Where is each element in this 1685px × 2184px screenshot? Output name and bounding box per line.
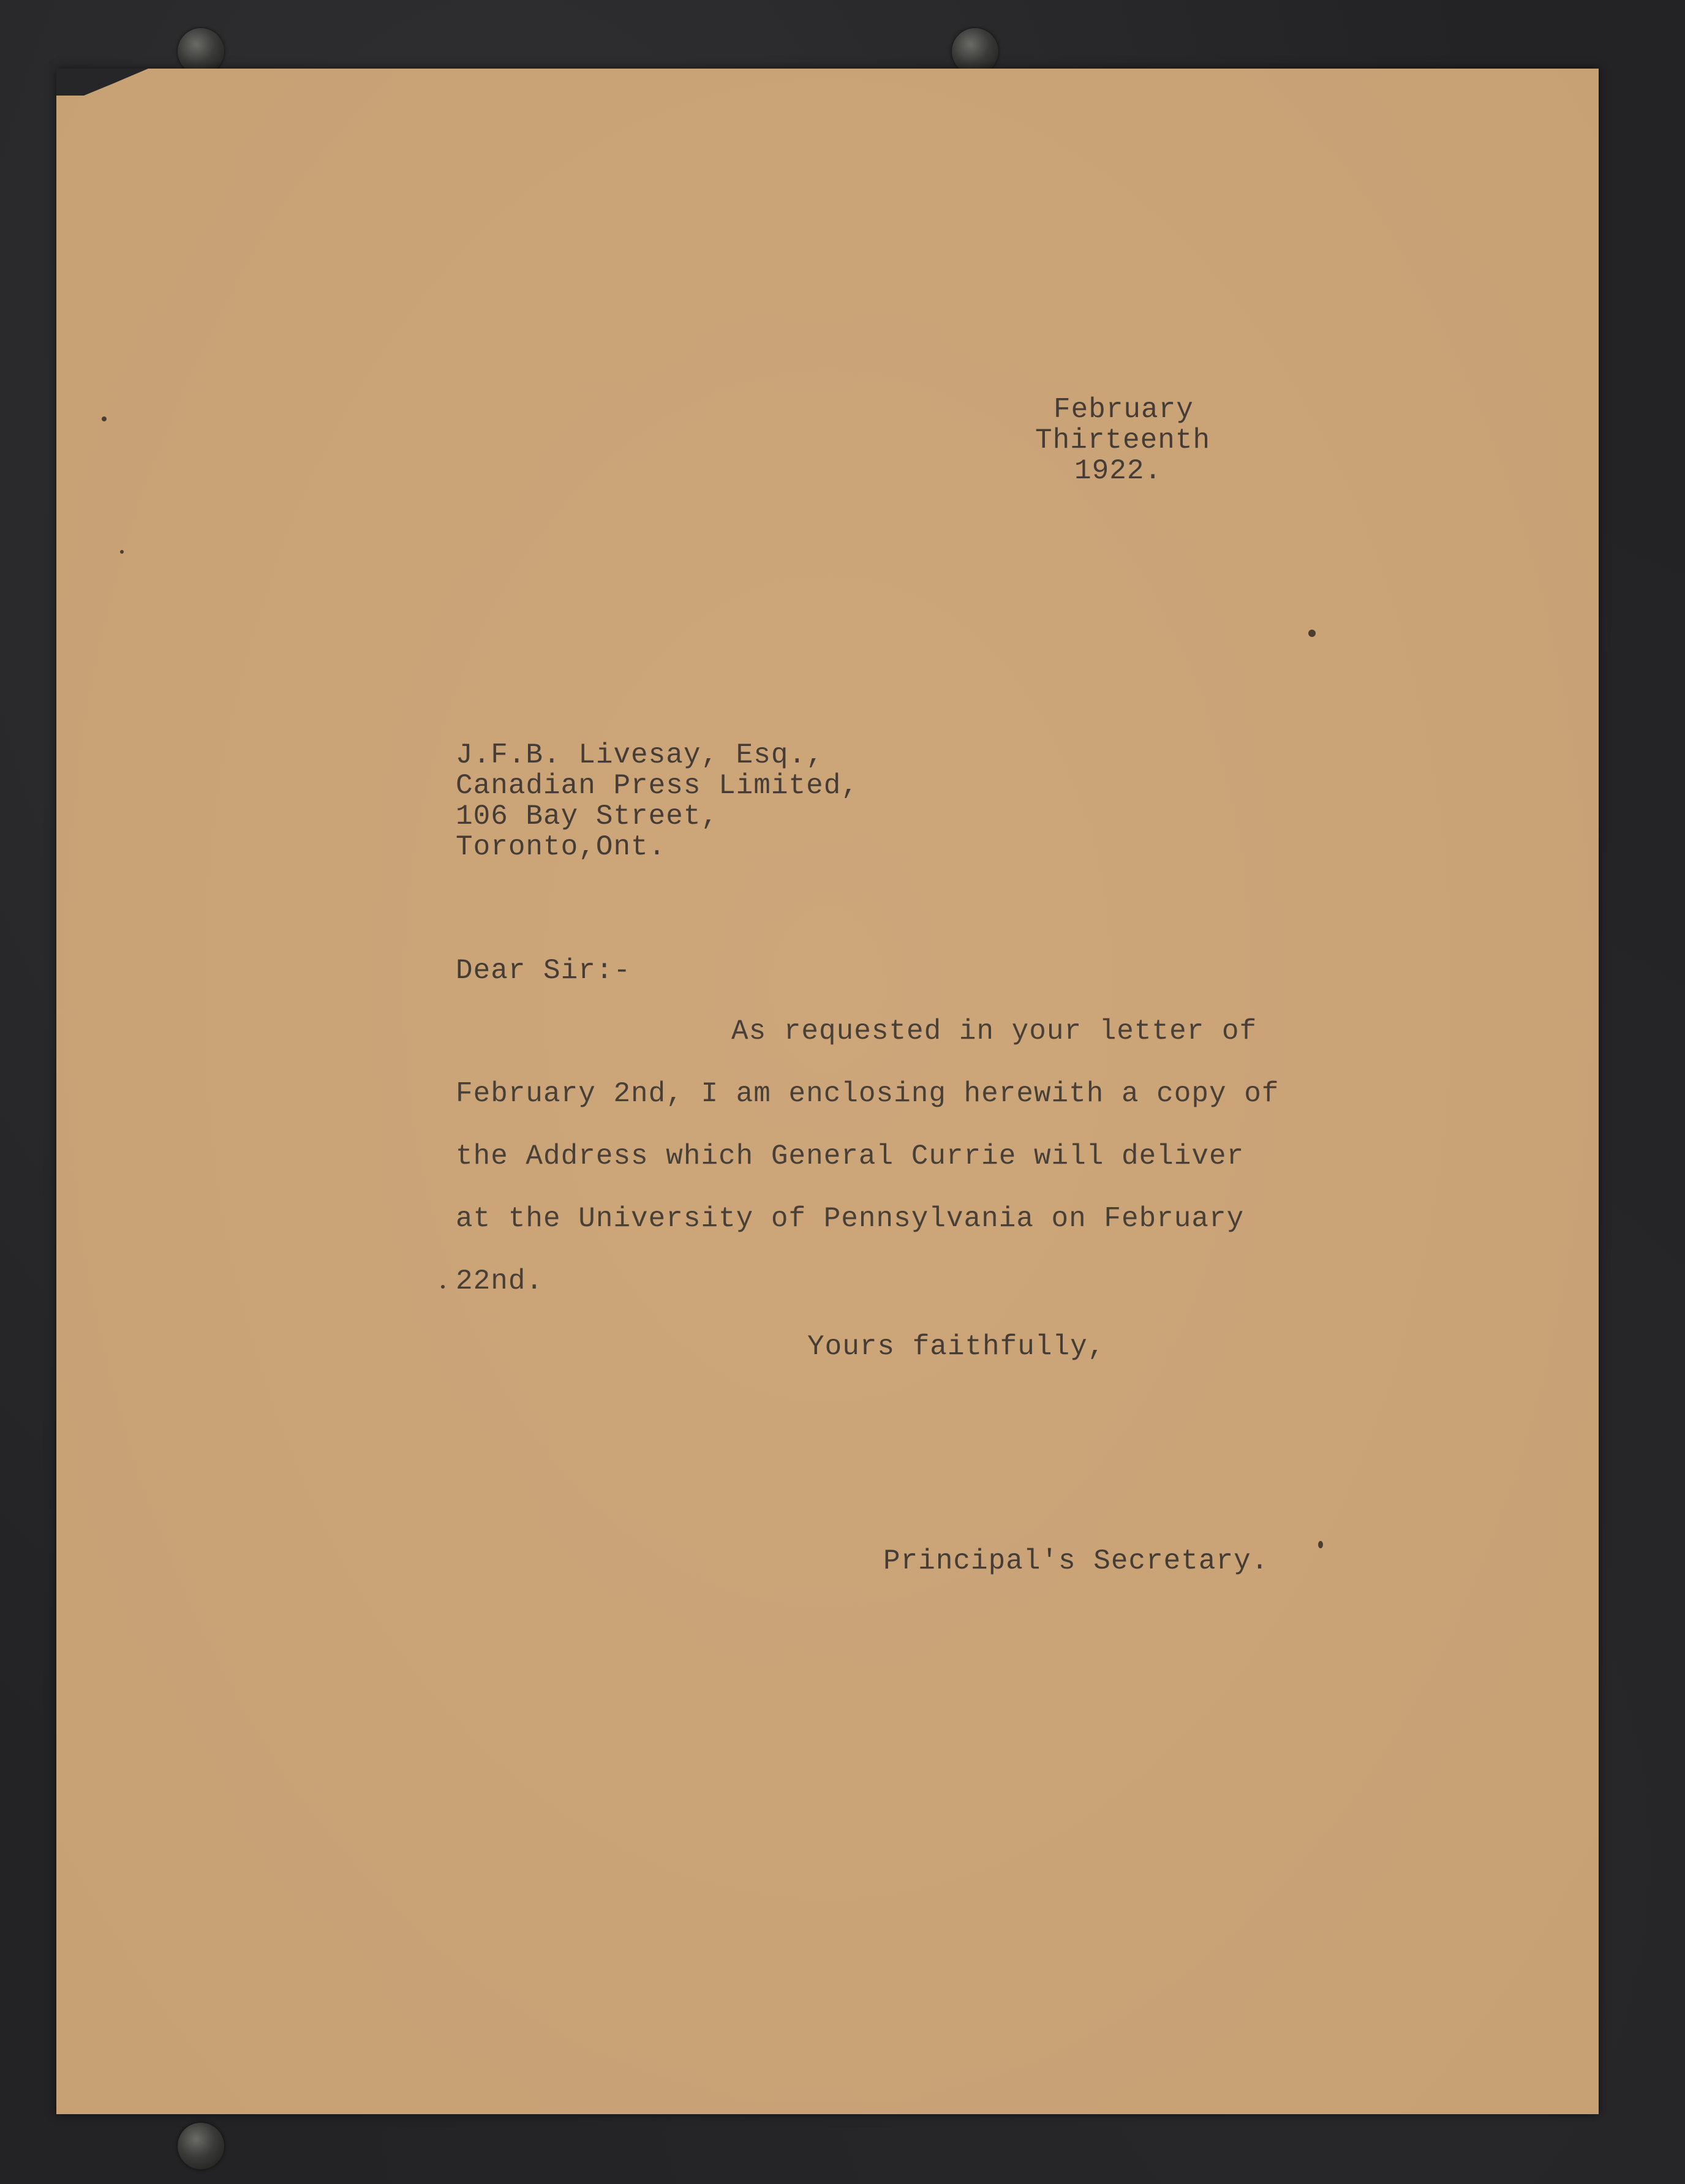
recipient-name: J.F.B. Livesay, Esq., [456, 739, 824, 771]
recipient-city: Toronto,Ont. [456, 831, 666, 863]
body-line: the Address which General Currie will deliver [456, 1140, 1245, 1172]
paper-speck [120, 550, 124, 554]
body-line: February 2nd, I am enclosing herewith a copy of [456, 1078, 1280, 1110]
paper-speck [1308, 630, 1316, 637]
date-year: 1922. [1074, 455, 1163, 487]
mounting-pin-top-right [952, 28, 998, 75]
body-line: at the University of Pennsylvania on February [456, 1203, 1245, 1235]
recipient-company: Canadian Press Limited, [456, 770, 859, 802]
mounting-pin-bottom-left [178, 2123, 224, 2169]
closing: Yours faithfully, [807, 1331, 1106, 1363]
paper-speck [441, 1285, 445, 1289]
body-line: 22nd. [456, 1265, 544, 1297]
date-day: Thirteenth [1035, 424, 1211, 456]
letter-paper [56, 69, 1599, 2114]
salutation: Dear Sir:- [456, 955, 631, 987]
mounting-pin-top-left [178, 28, 224, 75]
paper-speck [1318, 1541, 1323, 1548]
recipient-street: 106 Bay Street, [456, 800, 719, 832]
date-month: February [1054, 394, 1194, 426]
signature-title: Principal's Secretary. [883, 1545, 1269, 1577]
paper-speck [102, 416, 107, 421]
body-line: As requested in your letter of [731, 1015, 1257, 1047]
